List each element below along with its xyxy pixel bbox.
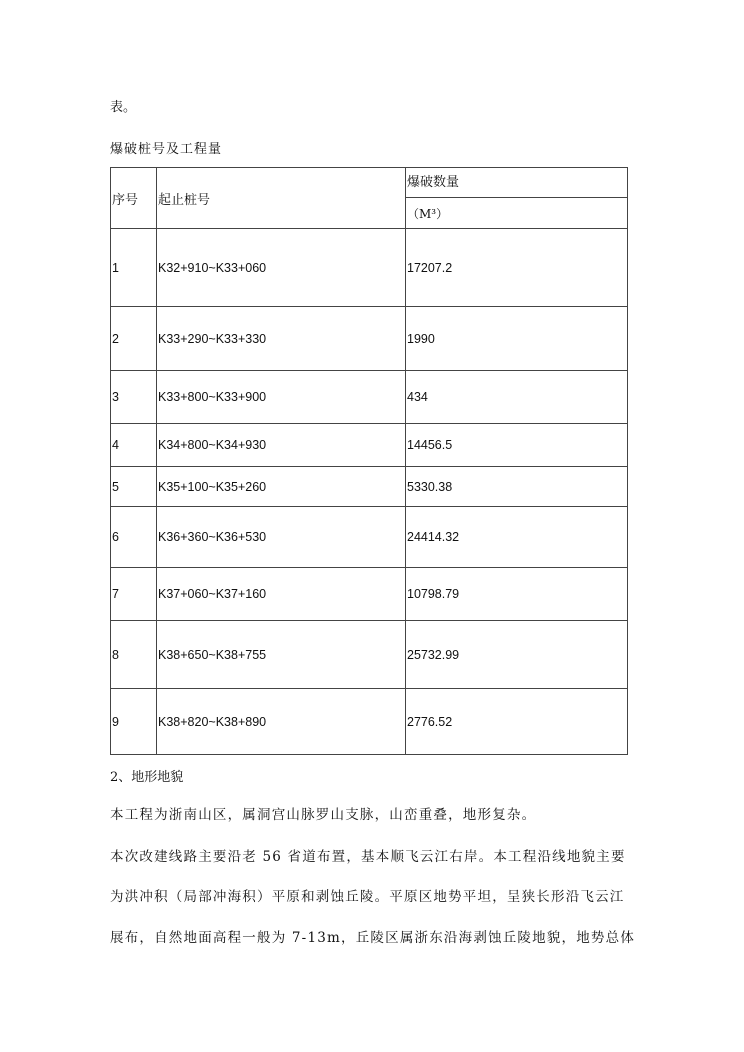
row-quantity: 1990 bbox=[406, 307, 628, 371]
header-range: 起止桩号 bbox=[157, 168, 406, 229]
paragraph: 展布，自然地面高程一般为 7-13m，丘陵区属浙东沿海剥蚀丘陵地貌，地势总体 bbox=[110, 930, 636, 946]
row-range: K38+820~K38+890 bbox=[157, 689, 406, 755]
row-quantity: 14456.5 bbox=[406, 424, 628, 467]
row-quantity: 17207.2 bbox=[406, 229, 628, 307]
row-index: 6 bbox=[111, 507, 157, 568]
row-range: K34+800~K34+930 bbox=[157, 424, 406, 467]
paragraph: 本次改建线路主要沿老 56 省道布置，基本顺飞云江右岸。本工程沿线地貌主要 bbox=[110, 849, 626, 865]
table-row bbox=[111, 689, 628, 755]
row-quantity: 10798.79 bbox=[406, 568, 628, 621]
table-row bbox=[111, 507, 628, 568]
row-index: 5 bbox=[111, 467, 157, 507]
paragraph: 为洪冲积（局部冲海积）平原和剥蚀丘陵。平原区地势平坦，呈狭长形沿飞云江 bbox=[110, 889, 625, 905]
row-index: 3 bbox=[111, 371, 157, 424]
row-index: 9 bbox=[111, 689, 157, 755]
table-row bbox=[111, 371, 628, 424]
pre-text: 表。 bbox=[110, 100, 137, 115]
row-range: K33+290~K33+330 bbox=[157, 307, 406, 371]
row-quantity: 2776.52 bbox=[406, 689, 628, 755]
table-row bbox=[111, 621, 628, 689]
row-index: 2 bbox=[111, 307, 157, 371]
row-range: K38+650~K38+755 bbox=[157, 621, 406, 689]
row-range: K32+910~K33+060 bbox=[157, 229, 406, 307]
row-range: K36+360~K36+530 bbox=[157, 507, 406, 568]
table-row bbox=[111, 467, 628, 507]
header-index: 序号 bbox=[111, 168, 157, 229]
row-quantity: 5330.38 bbox=[406, 467, 628, 507]
table-row bbox=[111, 424, 628, 467]
header-unit: （M³） bbox=[406, 198, 628, 229]
row-index: 8 bbox=[111, 621, 157, 689]
blasting-table bbox=[110, 167, 628, 755]
row-index: 4 bbox=[111, 424, 157, 467]
paragraph: 本工程为浙南山区，属洞宫山脉罗山支脉，山峦重叠，地形复杂。 bbox=[110, 807, 537, 823]
row-quantity: 25732.99 bbox=[406, 621, 628, 689]
row-index: 7 bbox=[111, 568, 157, 621]
table-row bbox=[111, 568, 628, 621]
row-range: K35+100~K35+260 bbox=[157, 467, 406, 507]
table-title: 爆破桩号及工程量 bbox=[110, 142, 223, 157]
header-quantity: 爆破数量 bbox=[406, 168, 628, 198]
row-range: K33+800~K33+900 bbox=[157, 371, 406, 424]
table-row bbox=[111, 229, 628, 307]
row-index: 1 bbox=[111, 229, 157, 307]
row-quantity: 24414.32 bbox=[406, 507, 628, 568]
table-row bbox=[111, 307, 628, 371]
section-heading: 2、地形地貌 bbox=[110, 770, 184, 785]
row-range: K37+060~K37+160 bbox=[157, 568, 406, 621]
row-quantity: 434 bbox=[406, 371, 628, 424]
